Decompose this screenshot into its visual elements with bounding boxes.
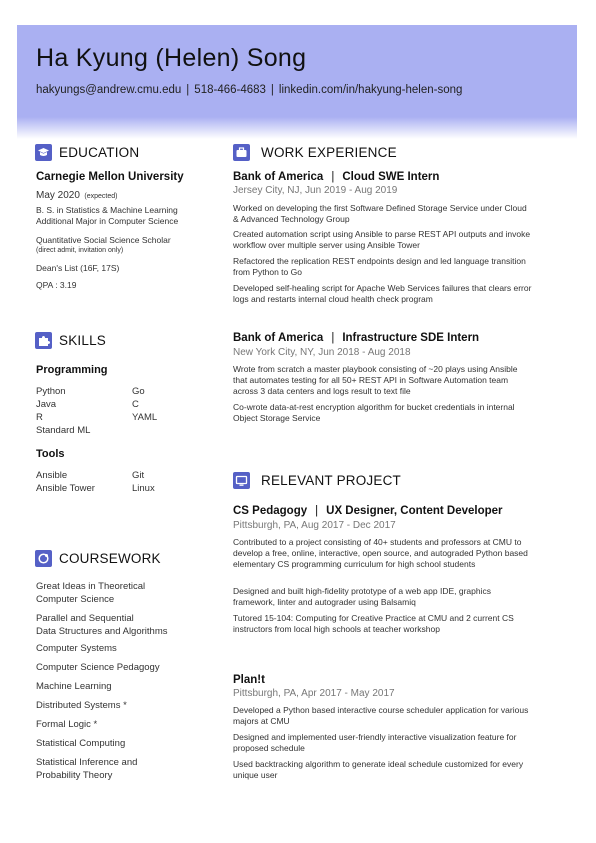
deans-list: Dean's List (16F, 17S): [36, 263, 120, 273]
project-bullet: Contributed to a project consisting of 40+ students and professors at CMU to develop a free, online, interactive, open source, and autograded Python based elementary CS programming curriculum for high school students: [233, 537, 528, 569]
company-name: Bank of America: [233, 171, 324, 183]
project-name: CS Pedagogy: [233, 505, 308, 517]
separator: |: [331, 171, 335, 183]
graduation-note: (expected): [84, 193, 118, 200]
phone-number: 518-466-4683: [194, 84, 266, 96]
skills-title: SKILLS: [59, 333, 106, 348]
project-header: [233, 472, 401, 489]
tool-item: Ansible Tower: [36, 483, 95, 494]
tools-heading: Tools: [36, 448, 65, 460]
degree-line-2: Additional Major in Computer Science: [36, 216, 179, 226]
project-bullet: Used backtracking algorithm to generate ideal schedule customized for every unique user: [233, 759, 524, 780]
project-name: Plan!t: [233, 674, 265, 686]
project-title-line: [233, 674, 265, 686]
project-bullet: Tutored 15-104: Computing for Creative Practice at CMU and 2 current CS instructors from local high schools at teacher workshop: [233, 613, 514, 634]
coursework-header: [35, 550, 161, 567]
course-item: Statistical Computing: [36, 738, 126, 749]
education-title: EDUCATION: [59, 145, 140, 160]
job-bullet: Created automation script using Ansible to parse REST API outputs and invoke workflow over multiple server using Ansible Tower: [233, 229, 531, 250]
email-link[interactable]: hakyungs@andrew.cmu.edu: [36, 84, 182, 96]
job-title-line: [233, 171, 439, 183]
scholar-note: (direct admit, invitation only): [36, 247, 124, 254]
project-role: UX Designer, Content Developer: [326, 505, 503, 517]
skill-item: Standard ML: [36, 425, 91, 436]
coursework-icon: [35, 550, 52, 567]
school-name: Carnegie Mellon University: [36, 171, 184, 183]
programming-heading: Programming: [36, 364, 108, 376]
coursework-title: COURSEWORK: [59, 551, 161, 566]
course-item: Computer Systems: [36, 643, 117, 654]
separator: |: [315, 505, 319, 517]
education-header: [35, 144, 139, 161]
tool-item: Linux: [132, 483, 155, 494]
scholar-title: Quantitative Social Science Scholar: [36, 235, 171, 245]
company-name: Bank of America: [233, 332, 324, 344]
job-role: Infrastructure SDE Intern: [342, 332, 480, 344]
qpa: QPA : 3.19: [36, 280, 77, 290]
separator: |: [186, 84, 190, 96]
job-bullet: Wrote from scratch a master playbook consisting of ~20 plays using Ansible that automates testing for all 50+ REST API in Software Automation team across 3 data centers and logs result to text file: [233, 364, 518, 396]
contact-line: [36, 84, 462, 96]
project-location-date: Pittsburgh, PA, Aug 2017 - Dec 2017: [233, 520, 396, 531]
job-bullet: Refactored the replication REST endpoints design and led language transition from Python to Go: [233, 256, 526, 277]
course-item: Great Ideas in Theoretical Computer Science: [36, 581, 146, 605]
job-location-date: New York City, NY, Jun 2018 - Aug 2018: [233, 347, 411, 358]
work-header: [233, 144, 397, 161]
separator: |: [270, 84, 274, 96]
course-item: Parallel and Sequential Data Structures and Algorithms: [36, 613, 168, 637]
project-title: RELEVANT PROJECT: [261, 473, 401, 488]
skill-item: C: [132, 399, 139, 410]
briefcase-icon: [233, 144, 250, 161]
course-item: Statistical Inference and Probability Theory: [36, 757, 138, 781]
project-bullet: Designed and implemented user-friendly interactive visualization feature for proposed schedule: [233, 732, 517, 753]
job-title-line: [233, 332, 479, 344]
project-bullet: Designed and built high-fidelity prototype of a web app IDE, graphics framework, linter and autograder using Balsamiq: [233, 586, 491, 607]
course-item: Distributed Systems *: [36, 700, 127, 711]
project-location-date: Pittsburgh, PA, Apr 2017 - May 2017: [233, 688, 395, 699]
project-bullet: Developed a Python based interactive course scheduler application for various majors at CMU: [233, 705, 529, 726]
graduation-cap-icon: [35, 144, 52, 161]
job-bullet: Co-wrote data-at-rest encryption algorithm for bucket credentials in internal Object Storage Service: [233, 402, 515, 423]
graduation-date: May 2020: [36, 190, 80, 201]
tool-item: Ansible: [36, 470, 68, 481]
degree-line-1: B. S. in Statistics & Machine Learning: [36, 205, 178, 215]
puzzle-icon: [35, 332, 52, 349]
skill-item: YAML: [132, 412, 158, 423]
course-item: Formal Logic *: [36, 719, 98, 730]
job-bullet: Worked on developing the first Software Defined Storage Service under Cloud & Advanced Technology Group: [233, 203, 527, 224]
candidate-name: Ha Kyung (Helen) Song: [36, 44, 307, 72]
course-item: Computer Science Pedagogy: [36, 662, 160, 673]
tool-item: Git: [132, 470, 145, 481]
work-title: WORK EXPERIENCE: [261, 145, 397, 160]
course-item: Machine Learning: [36, 681, 112, 692]
job-bullet: Developed self-healing script for Apache Web Services failures that clears error logs and restarts internal cloud health check program: [233, 283, 532, 304]
linkedin-link[interactable]: linkedin.com/in/hakyung-helen-song: [278, 84, 463, 96]
job-role: Cloud SWE Intern: [342, 171, 440, 183]
skill-item: Java: [36, 399, 57, 410]
education-date: [36, 185, 117, 203]
project-title-line: [233, 505, 503, 517]
job-location-date: Jersey City, NJ, Jun 2019 - Aug 2019: [233, 185, 398, 196]
skill-item: R: [36, 412, 43, 423]
header-fade: [17, 117, 577, 139]
monitor-icon: [233, 472, 250, 489]
skill-item: Python: [36, 386, 66, 397]
skills-header: [35, 332, 106, 349]
separator: |: [331, 332, 335, 344]
skill-item: Go: [132, 386, 145, 397]
